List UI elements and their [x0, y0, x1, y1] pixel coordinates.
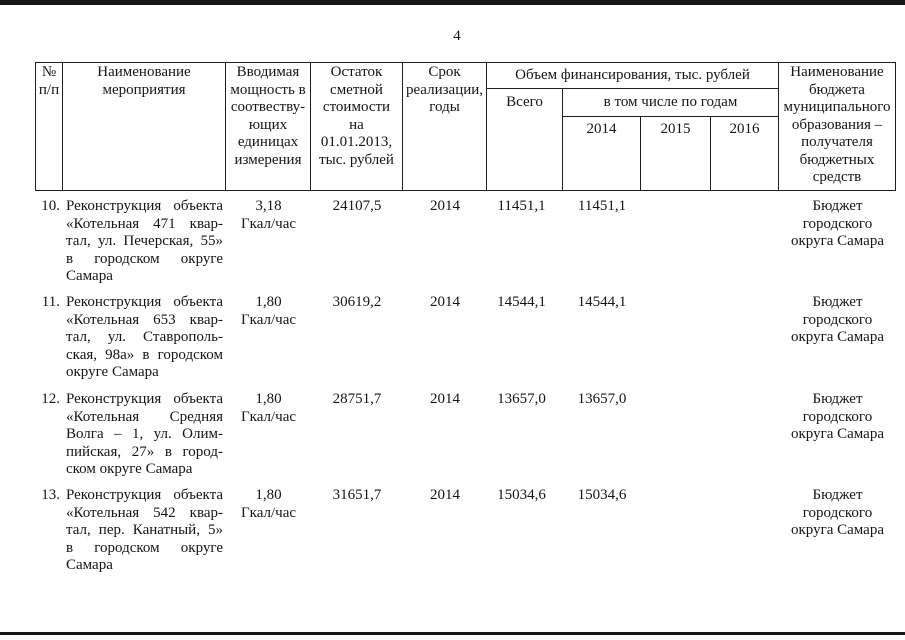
row-event-name-line: в городском округе: [66, 539, 223, 556]
table-row: [36, 391, 896, 479]
row-capacity-unit: Гкал/час: [240, 504, 297, 521]
row-event-name-line: в городском округе: [66, 250, 223, 267]
table-row: [36, 294, 896, 382]
header-event-name-cell: [63, 63, 226, 191]
row-funding-2015: [641, 487, 711, 575]
table-row: [36, 487, 896, 575]
row-funding-total: 14544,1: [497, 294, 546, 310]
header-budget-line: Наименование: [790, 64, 884, 80]
row-remaining-cost: 24107,5: [332, 198, 382, 214]
header-year-2016: 2016: [711, 117, 779, 191]
row-budget: [779, 487, 896, 575]
row-event-name-line: ском округе Самара: [66, 461, 193, 477]
row-event-name-line: Самара: [66, 268, 113, 284]
row-event-name-line: тал, пер. Канатный, 5»: [66, 522, 223, 538]
header-remaining-cost-line: тыс. рублей: [319, 151, 394, 168]
row-event-name: [63, 391, 226, 479]
row-funding-2014: 11451,1: [577, 198, 627, 214]
row-event-name-line: «Котельная 653 квар-: [66, 311, 223, 328]
row-event-name-line: Реконструкция объекта: [66, 294, 223, 310]
header-remaining-cost-line: сметной: [330, 81, 383, 98]
page-number: 4: [453, 28, 461, 44]
row-funding-2014: 15034,6: [577, 487, 627, 503]
row-budget-line: городского: [802, 504, 873, 521]
header-number-cell: [36, 63, 63, 191]
header-budget-line: образования –: [791, 116, 883, 133]
row-capacity-unit: Гкал/час: [240, 408, 297, 425]
header-number-line: п/п: [38, 81, 60, 98]
row-term: 2014: [430, 487, 460, 503]
row-event-name-line: Реконструкция объекта: [66, 391, 223, 407]
header-funding-cell: Объем финансирования, тыс. рублей: [487, 63, 779, 89]
header-remaining-cost-cell: [311, 63, 403, 191]
header-budget-line: получателя: [801, 134, 873, 150]
row-budget: [779, 198, 896, 286]
row-funding-2015: [641, 391, 711, 479]
row-term: 2014: [430, 391, 460, 407]
header-funding-total-cell: Всего: [487, 89, 563, 191]
row-event-name-line: «Котельная 542 квар-: [66, 504, 223, 521]
header-capacity-cell: [226, 63, 311, 191]
row-number: 11.: [41, 294, 60, 310]
header-year-2015: 2015: [641, 117, 711, 191]
header-capacity-line: единицах: [237, 134, 299, 150]
row-event-name-line: Реконструкция объекта: [66, 487, 223, 503]
row-remaining-cost: 31651,7: [332, 487, 382, 503]
scan-edge-bottom: [0, 632, 905, 635]
row-funding-2016: [711, 391, 779, 479]
row-number: 10.: [41, 198, 60, 214]
header-budget-line: бюджетных: [799, 151, 875, 168]
header-by-years-cell: в том числе по годам: [563, 89, 779, 117]
row-event-name-line: тал, ул. Печерская, 55»: [66, 233, 223, 249]
header-budget-cell: [779, 63, 896, 191]
row-term: 2014: [430, 294, 460, 310]
row-budget: [779, 294, 896, 382]
header-budget-line: муниципального: [783, 99, 891, 115]
header-capacity-line: соотвеству-: [230, 99, 306, 115]
row-budget: [779, 391, 896, 479]
row-funding-total: 11451,1: [497, 198, 546, 214]
header-event-name-line: Наименование: [97, 64, 191, 80]
header-term-cell: [403, 63, 487, 191]
header-event-name-line: мероприятия: [102, 81, 186, 98]
row-number: 12.: [41, 391, 60, 407]
row-event-name-line: округе Самара: [66, 364, 159, 380]
row-funding-2015: [641, 198, 711, 286]
row-capacity-value: 3,18: [255, 198, 282, 214]
header-capacity-line: Вводимая: [236, 64, 300, 80]
header-remaining-cost-line: на: [349, 116, 364, 133]
row-event-name-line: ская, 98а» в городском: [66, 346, 223, 363]
header-budget-line: бюджета: [809, 81, 865, 98]
row-funding-2016: [711, 198, 779, 286]
row-funding-total: 13657,0: [497, 391, 546, 407]
header-capacity-line: ющих: [248, 116, 288, 133]
header-capacity-line: мощность в: [230, 81, 306, 98]
row-event-name: [63, 198, 226, 286]
row-event-name-line: тал, ул. Ставрополь-: [66, 329, 223, 345]
header-year-2014: 2014: [563, 117, 641, 191]
row-capacity-value: 1,80: [255, 294, 282, 310]
row-funding-2015: [641, 294, 711, 382]
header-remaining-cost-line: Остаток: [330, 64, 383, 80]
row-event-name-line: «Котельная 471 квар-: [66, 215, 223, 232]
row-event-name-line: Самара: [66, 557, 113, 573]
row-budget-line: городского: [802, 408, 873, 425]
row-number: 13.: [41, 487, 60, 503]
row-event-name-line: Волга – 1, ул. Олим-: [66, 426, 223, 442]
row-event-name-line: «Котельная Средняя: [66, 408, 223, 425]
header-remaining-cost-line: 01.01.2013,: [320, 134, 393, 150]
header-term-line: Срок: [428, 64, 461, 80]
row-event-name-line: Реконструкция объекта: [66, 198, 223, 214]
row-capacity: [226, 294, 311, 382]
row-capacity: [226, 487, 311, 575]
header-term-line: годы: [429, 99, 460, 115]
header-number-line: №: [41, 64, 57, 80]
row-funding-2014: 14544,1: [577, 294, 627, 310]
table-row: [36, 198, 896, 286]
row-budget-line: округа Самара: [790, 426, 885, 442]
row-budget-line: городского: [802, 311, 873, 328]
row-budget-line: Бюджет: [812, 294, 863, 310]
row-budget-line: Бюджет: [812, 487, 863, 503]
scan-edge-top: [0, 0, 905, 5]
row-capacity: [226, 198, 311, 286]
row-funding-2016: [711, 487, 779, 575]
row-budget-line: Бюджет: [812, 391, 863, 407]
header-remaining-cost-line: стоимости: [322, 99, 391, 115]
row-budget-line: округа Самара: [790, 329, 885, 345]
table-header: [35, 62, 896, 191]
header-budget-line: средств: [812, 169, 862, 185]
row-budget-line: Бюджет: [812, 198, 863, 214]
row-budget-line: округа Самара: [790, 522, 885, 538]
row-remaining-cost: 30619,2: [332, 294, 382, 310]
row-term: 2014: [430, 198, 460, 214]
row-capacity-value: 1,80: [255, 487, 282, 503]
row-event-name-line: пийская, 27» в город-: [66, 443, 223, 460]
row-event-name: [63, 487, 226, 575]
row-funding-2016: [711, 294, 779, 382]
header-term-line: реализации,: [405, 81, 484, 98]
row-budget-line: городского: [802, 215, 873, 232]
row-capacity: [226, 391, 311, 479]
row-funding-2014: 13657,0: [577, 391, 627, 407]
row-capacity-value: 1,80: [255, 391, 282, 407]
header-capacity-line: измерения: [234, 151, 302, 168]
row-event-name: [63, 294, 226, 382]
row-budget-line: округа Самара: [790, 233, 885, 249]
row-remaining-cost: 28751,7: [332, 391, 382, 407]
row-capacity-unit: Гкал/час: [240, 215, 297, 232]
row-capacity-unit: Гкал/час: [240, 311, 297, 328]
row-funding-total: 15034,6: [497, 487, 546, 503]
